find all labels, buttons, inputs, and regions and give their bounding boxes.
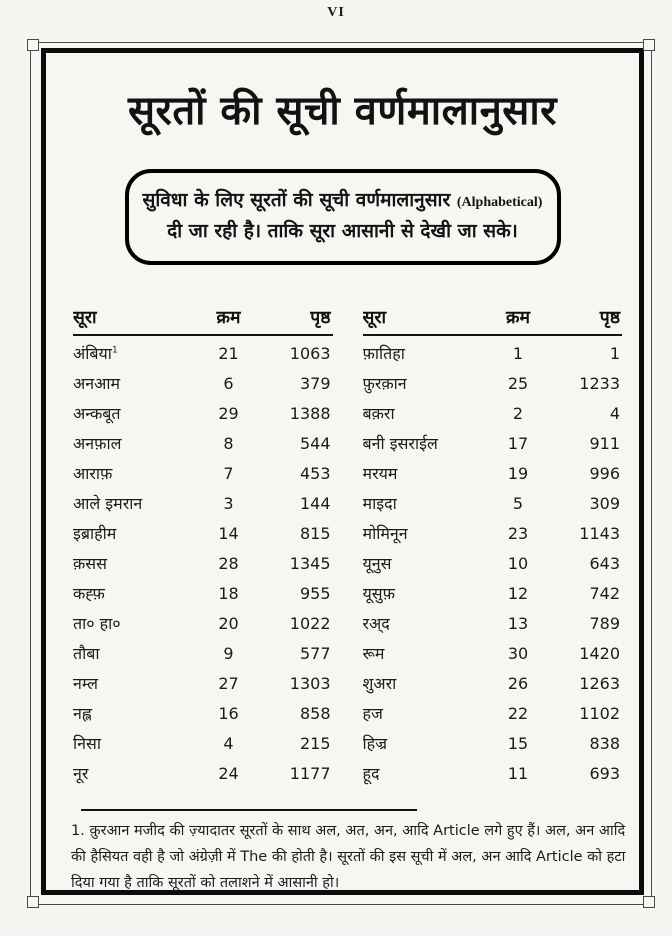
surah-order-cell: 7: [223, 463, 234, 483]
table-row: [363, 429, 623, 459]
notice-text: सुविधा के लिए सूरतों की सूची वर्णमालानुसार: [142, 189, 451, 211]
surah-page-cell: 911: [589, 433, 620, 453]
surah-name-cell: यूनुस: [362, 553, 392, 573]
page-title: सूरतों की सूची वर्णमालानुसार: [127, 88, 558, 134]
footnote-line: दिया गया है ताकि सूरतों को तलाशने में आसानी हो।: [71, 875, 340, 892]
surah-order-cell: 23: [507, 523, 529, 543]
surah-page-cell: 544: [299, 433, 331, 453]
surah-page-cell: 1143: [579, 523, 620, 543]
surah-page-cell: 1303: [289, 673, 331, 693]
surah-name-cell: बनी इसराईल: [362, 433, 438, 453]
surah-order-cell: 18: [218, 583, 239, 603]
surah-page-cell: 858: [299, 703, 331, 723]
surah-order-cell: 20: [218, 613, 239, 633]
surah-name-cell: नूर: [73, 763, 89, 783]
surah-order-cell: 8: [223, 433, 234, 453]
surah-order-cell: 21: [218, 343, 239, 363]
header-surah: सूरा: [73, 307, 97, 328]
footnote-line: 1. क़ुरआन मजीद की ज़्यादातर सूरतों के साथ अल, अत, अन, आदि Article लगे हुए हैं। अल, अन आदि: [71, 822, 626, 839]
surah-order-cell: 30: [507, 643, 529, 663]
page-content: [49, 55, 636, 892]
surah-page-cell: 215: [299, 733, 331, 753]
header-surah: सूरा: [362, 307, 387, 328]
table-row: [363, 339, 623, 369]
table-body: [73, 336, 333, 789]
surah-page-cell: 742: [589, 583, 620, 603]
surah-order-cell: 5: [512, 493, 524, 513]
surah-name-cell: माइदा: [362, 493, 397, 513]
surah-name-cell: अनफ़ाल: [73, 433, 122, 453]
table-row: [363, 399, 623, 429]
surah-page-cell: 144: [299, 493, 331, 513]
surah-page-cell: 577: [299, 643, 331, 663]
surah-page-cell: 4: [609, 403, 620, 423]
page-frame: [30, 42, 652, 905]
surah-name-cell: आले इमरान: [73, 493, 143, 513]
table-row: [73, 669, 333, 699]
surah-name-cell: रूम: [362, 643, 385, 663]
table-row: [73, 729, 333, 759]
table-row: [363, 639, 623, 669]
surah-order-cell: 27: [218, 673, 239, 693]
surah-order-cell: 26: [507, 673, 529, 693]
notice-line-1: [143, 185, 543, 216]
surah-page-cell: 1177: [289, 763, 331, 783]
surah-page-cell: 955: [299, 583, 331, 603]
table-row: [73, 639, 333, 669]
footnote-divider: [81, 809, 417, 811]
surah-page-cell: 789: [589, 613, 620, 633]
surah-page-cell: 1345: [289, 553, 331, 573]
table-row: [73, 339, 333, 369]
surah-order-cell: 10: [507, 553, 529, 573]
table-row: [73, 549, 333, 579]
surah-table-left: [73, 305, 333, 789]
table-row: [363, 759, 623, 789]
surah-page-cell: 996: [589, 463, 620, 483]
frame-corner-ornament: [27, 896, 39, 908]
notice-line-2: दी जा रही है। ताकि सूरा आसानी से देखी जा सके।: [167, 220, 518, 243]
header-order: क्रम: [216, 307, 241, 328]
surah-page-cell: 1022: [289, 613, 331, 633]
footnote-line: की हैसियत वही है जो अंग्रेज़ी में The की होती है। सूरतों की इस सूची में अल, अन आदि Article को हटा: [71, 849, 626, 866]
surah-order-cell: 14: [218, 523, 239, 543]
surah-name-cell: शुअरा: [362, 673, 397, 693]
surah-name-cell: तौबा: [73, 643, 100, 663]
table-row: [363, 729, 623, 759]
page-number: VI: [327, 5, 345, 20]
surah-order-cell: 9: [223, 643, 234, 663]
table-row: [73, 399, 333, 429]
frame-corner-ornament: [27, 39, 39, 51]
surah-order-cell: 3: [223, 493, 234, 513]
surah-page-cell: 309: [589, 493, 620, 513]
surah-name-cell: ता० हा०: [73, 613, 121, 633]
surah-name-cell: निसा: [73, 733, 101, 753]
table-row: [73, 699, 333, 729]
surah-order-cell: 11: [507, 763, 529, 783]
table-row: [73, 429, 333, 459]
header-page: पृष्ठ: [310, 307, 331, 328]
surah-index: [73, 305, 622, 789]
table-row: [363, 669, 623, 699]
surah-page-cell: 1233: [579, 373, 620, 393]
surah-order-cell: 6: [223, 373, 234, 393]
surah-name-cell: बक़रा: [362, 403, 395, 423]
surah-name-cell: नह्ल: [73, 703, 92, 723]
surah-name-cell: इब्राहीम: [73, 523, 117, 543]
surah-name-cell: यूसुफ़: [362, 583, 395, 603]
notice-annotation: (Alphabetical): [456, 195, 543, 210]
surah-order-cell: 22: [507, 703, 529, 723]
surah-page-cell: 1263: [579, 673, 620, 693]
surah-page-cell: 838: [589, 733, 620, 753]
surah-name-cell: अंबिया$^1$: [73, 343, 118, 363]
surah-name-cell: रअ्द: [362, 613, 390, 633]
table-row: [363, 459, 623, 489]
table-row: [73, 369, 333, 399]
surah-page-cell: 1388: [289, 403, 331, 423]
frame-corner-ornament: [643, 39, 655, 51]
table-row: [363, 489, 623, 519]
table-row: [363, 579, 623, 609]
surah-name-cell: आराफ़: [73, 463, 113, 483]
surah-order-cell: 2: [512, 403, 524, 423]
table-header: [73, 305, 333, 336]
table-row: [73, 519, 333, 549]
surah-page-cell: 1420: [579, 643, 620, 663]
surah-name-cell: अनआम: [73, 373, 121, 393]
surah-order-cell: 17: [507, 433, 529, 453]
surah-order-cell: 4: [223, 733, 234, 753]
notice-box: [125, 169, 561, 265]
surah-name-cell: फ़ुरक़ान: [362, 373, 407, 393]
header-page: पृष्ठ: [599, 307, 620, 328]
surah-page-cell: 1: [609, 343, 620, 363]
surah-name-cell: नम्ल: [73, 673, 99, 693]
surah-order-cell: 13: [507, 613, 529, 633]
surah-page-cell: 453: [299, 463, 331, 483]
surah-name-cell: हिज्र: [362, 733, 388, 753]
table-row: [73, 609, 333, 639]
surah-order-cell: 1: [512, 343, 524, 363]
surah-order-cell: 19: [507, 463, 529, 483]
surah-table-right: [363, 305, 623, 789]
table-row: [363, 369, 623, 399]
surah-page-cell: 643: [589, 553, 620, 573]
table-row: [73, 759, 333, 789]
surah-name-cell: क़सस: [73, 553, 107, 573]
surah-name-cell: अन्कबूत: [73, 403, 121, 423]
surah-name-cell: मरयम: [362, 463, 398, 483]
surah-page-cell: 1063: [289, 343, 331, 363]
surah-page-cell: 379: [299, 373, 331, 393]
table-body: [363, 336, 623, 789]
footnote-ref: 1: [111, 345, 118, 356]
table-row: [363, 699, 623, 729]
table-row: [363, 609, 623, 639]
surah-order-cell: 29: [218, 403, 239, 423]
frame-corner-ornament: [643, 896, 655, 908]
surah-page-cell: 693: [589, 763, 620, 783]
surah-name-cell: हज: [362, 703, 383, 723]
surah-page-cell: 1102: [579, 703, 620, 723]
surah-name-cell: हूद: [362, 763, 380, 783]
surah-name-cell: कह्फ़: [73, 583, 105, 603]
table-row: [73, 489, 333, 519]
surah-order-cell: 12: [507, 583, 529, 603]
table-header: [363, 305, 623, 336]
surah-page-cell: 815: [299, 523, 331, 543]
table-row: [363, 549, 623, 579]
surah-order-cell: 25: [507, 373, 529, 393]
surah-order-cell: 16: [218, 703, 239, 723]
surah-order-cell: 15: [507, 733, 529, 753]
surah-name-cell: फ़ातिहा: [362, 343, 405, 363]
table-row: [73, 579, 333, 609]
surah-order-cell: 28: [218, 553, 239, 573]
header-order: क्रम: [506, 307, 530, 328]
table-row: [363, 519, 623, 549]
footnote: [71, 809, 626, 897]
surah-name-cell: मोमिनून: [362, 523, 408, 543]
surah-order-cell: 24: [218, 763, 239, 783]
table-row: [73, 459, 333, 489]
